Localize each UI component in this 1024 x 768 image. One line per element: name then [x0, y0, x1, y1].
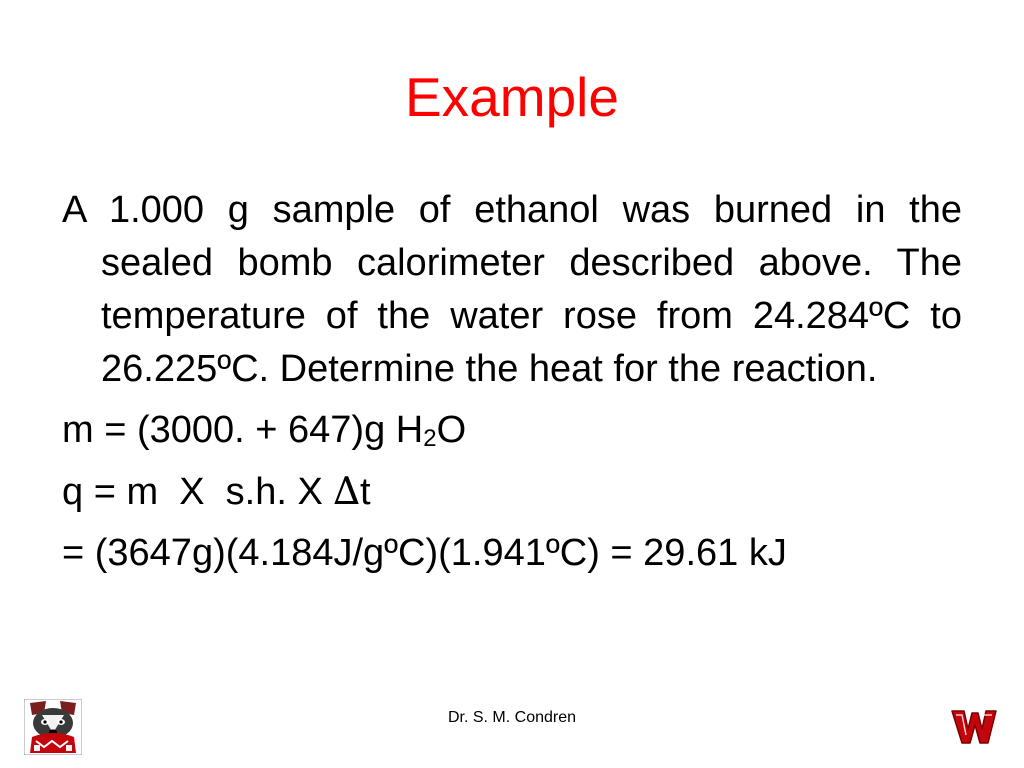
- badger-mascot-logo-icon: [24, 699, 82, 755]
- slide-body: [62, 184, 962, 580]
- slide-title: Example: [405, 66, 619, 128]
- problem-statement: A 1.000 g sample of ethanol was burned in the sealed bomb calorimeter described above. The temperature of the water rose from 24.284ºC to 26.225ºC. Determine the heat for the reaction.: [62, 189, 962, 390]
- motion-w-logo-icon: [950, 705, 998, 747]
- heat-equation: [62, 465, 962, 519]
- heat-equation-suffix: t: [359, 471, 371, 513]
- delta-symbol: ∆: [333, 469, 360, 513]
- heat-equation-prefix: q = m X s.h. X: [62, 471, 334, 513]
- mass-equation: [62, 404, 962, 457]
- footer-author: Dr. S. M. Condren: [447, 709, 577, 726]
- result-equation: = (3647g)(4.184J/gºC)(1.941ºC) = 29.61 kJ: [62, 532, 787, 574]
- mass-equation-suffix: O: [436, 409, 467, 451]
- mass-equation-prefix: m = (3000. + 647)g H: [62, 409, 424, 451]
- mass-equation-subscript: 2: [423, 425, 437, 452]
